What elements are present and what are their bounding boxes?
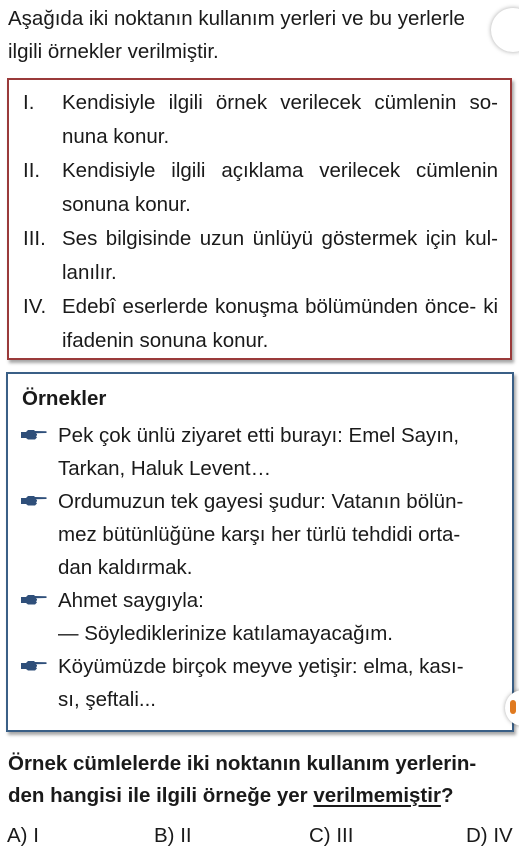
pointing-hand-icon <box>20 593 48 607</box>
option-d[interactable]: D) IV <box>466 824 513 847</box>
definition-text: Kendisiyle ilgili örnek verilecek cümlenin so- nuna konur. <box>62 91 498 148</box>
question-emphasis: verilmemiştir <box>313 784 441 807</box>
example-line: Köyümüzde birçok meyve yetişir: elma, kası- <box>58 655 464 678</box>
definition-text: Edebî eserlerde konuşma bölümünden önce- ki ifadenin sonuna konur. <box>62 295 498 352</box>
example-line: dan kaldırmak. <box>58 556 193 579</box>
definition-number: II. <box>23 159 41 182</box>
intro-text <box>8 2 513 68</box>
question-line: Örnek cümlelerde iki noktanın kullanım yerlerin- <box>8 752 477 775</box>
definitions-list <box>23 86 498 358</box>
example-line: — Söylediklerinize katılamayacağım. <box>58 622 393 645</box>
example-line: Ahmet saygıyla: <box>58 589 204 612</box>
definition-number: I. <box>23 91 35 114</box>
intro-line: ilgili örnekler verilmiştir. <box>8 40 219 63</box>
examples-list <box>20 419 502 716</box>
definition-item <box>23 222 498 290</box>
answer-options <box>0 822 519 850</box>
examples-title: Örnekler <box>22 387 107 410</box>
question-stem <box>8 748 513 812</box>
pointing-hand-icon <box>20 428 48 442</box>
definition-item <box>23 154 498 222</box>
intro-line: Aşağıda iki noktanın kullanım yerleri ve bu yerlerle <box>8 7 465 30</box>
definition-item <box>23 86 498 154</box>
example-line: Ordumuzun tek gayesi şudur: Vatanın bölün- <box>58 490 464 513</box>
option-b[interactable]: B) II <box>154 824 192 847</box>
example-line: Tarkan, Haluk Levent… <box>58 457 272 480</box>
pointing-hand-icon <box>20 494 48 508</box>
examples-box <box>6 372 514 732</box>
definition-number: III. <box>23 227 46 250</box>
question-line: den hangisi ile ilgili örneğe yer verilmemiştir? <box>8 784 454 807</box>
pointing-hand-icon <box>20 659 48 673</box>
definition-text: Ses bilgisinde uzun ünlüyü göstermek için kul- lanılır. <box>62 227 498 284</box>
option-c[interactable]: C) III <box>309 824 354 847</box>
definition-text: Kendisiyle ilgili açıklama verilecek cümlenin sonuna konur. <box>62 159 498 216</box>
option-a[interactable]: A) I <box>7 824 39 847</box>
definition-number: IV. <box>23 295 47 318</box>
example-item <box>20 419 502 485</box>
example-line: Pek çok ünlü ziyaret etti burayı: Emel Sayın, <box>58 424 460 447</box>
example-item <box>20 485 502 584</box>
example-item <box>20 584 502 650</box>
example-line: sı, şeftali... <box>58 688 156 711</box>
definitions-box <box>7 78 512 360</box>
example-line: mez bütünlüğüne karşı her türlü tehdidi orta- <box>58 523 461 546</box>
definition-item <box>23 290 498 358</box>
example-item <box>20 650 502 716</box>
